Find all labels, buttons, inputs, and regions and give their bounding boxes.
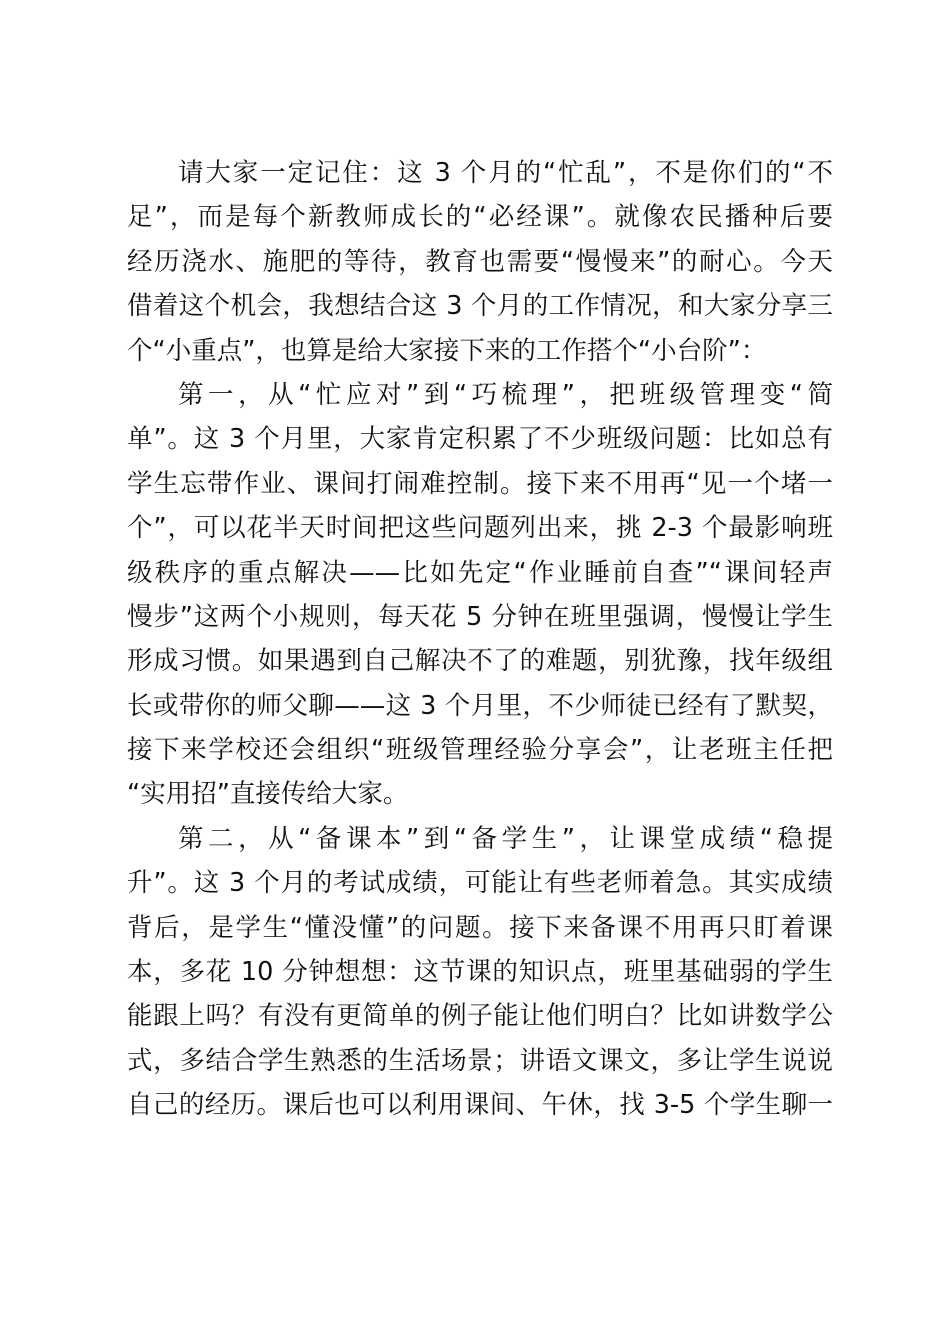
paragraph-line: 式，多结合学生熟悉的生活场景；讲语文课文，多让学生说说 xyxy=(127,1045,833,1076)
paragraph-line: 单”。这 3 个月里，大家肯定积累了不少班级问题：比如总有 xyxy=(127,424,833,455)
paragraph-line: “实用招”直接传给大家。 xyxy=(127,779,409,810)
paragraph-line: 升”。这 3 个月的考试成绩，可能让有些老师着急。其实成绩 xyxy=(127,868,833,899)
paragraph-line: 借着这个机会，我想结合这 3 个月的工作情况，和大家分享三 xyxy=(127,291,833,322)
paragraph-line: 第二，从“备课本”到“备学生”，让课堂成绩“稳提 xyxy=(178,823,833,854)
paragraph-line: 慢步”这两个小规则，每天花 5 分钟在班里强调，慢慢让学生 xyxy=(127,601,833,632)
paragraph-line: 请大家一定记住：这 3 个月的“忙乱”，不是你们的“不 xyxy=(178,158,833,188)
paragraph-line: 本，多花 10 分钟想想：这节课的知识点，班里基础弱的学生 xyxy=(127,957,833,988)
paragraph-line: 长或带你的师父聊——这 3 个月里，不少师徒已经有了默契， xyxy=(127,690,833,721)
paragraph-line: 经历浇水、施肥的等待，教育也需要“慢慢来”的耐心。今天 xyxy=(127,246,833,277)
paragraph-line: 级秩序的重点解决——比如先定“作业睡前自查”“课间轻声 xyxy=(127,557,833,588)
paragraph-line: 个”，可以花半天时间把这些问题列出来，挑 2-3 个最影响班 xyxy=(127,513,833,544)
paragraph-line: 能跟上吗？有没有更简单的例子能让他们明白？比如讲数学公 xyxy=(127,1001,833,1032)
paragraph-line: 个“小重点”，也算是给大家接下来的工作搭个“小台阶”： xyxy=(127,335,767,366)
paragraph-line: 形成习惯。如果遇到自己解决不了的难题，别犹豫，找年级组 xyxy=(127,646,833,677)
paragraph-line: 自己的经历。课后也可以利用课间、午休，找 3-5 个学生聊一 xyxy=(127,1090,833,1121)
paragraph-line: 接下来学校还会组织“班级管理经验分享会”，让老班主任把 xyxy=(127,735,833,766)
paragraph-line: 学生忘带作业、课间打闹难控制。接下来不用再“见一个堵一 xyxy=(127,468,833,499)
body-text xyxy=(127,151,833,1128)
paragraph-line: 第一，从“忙应对”到“巧梳理”，把班级管理变“简 xyxy=(178,379,833,410)
paragraph-line: 足”，而是每个新教师成长的“必经课”。就像农民播种后要 xyxy=(127,202,833,233)
paragraph-line: 背后，是学生“懂没懂”的问题。接下来备课不用再只盯着课 xyxy=(127,912,833,943)
